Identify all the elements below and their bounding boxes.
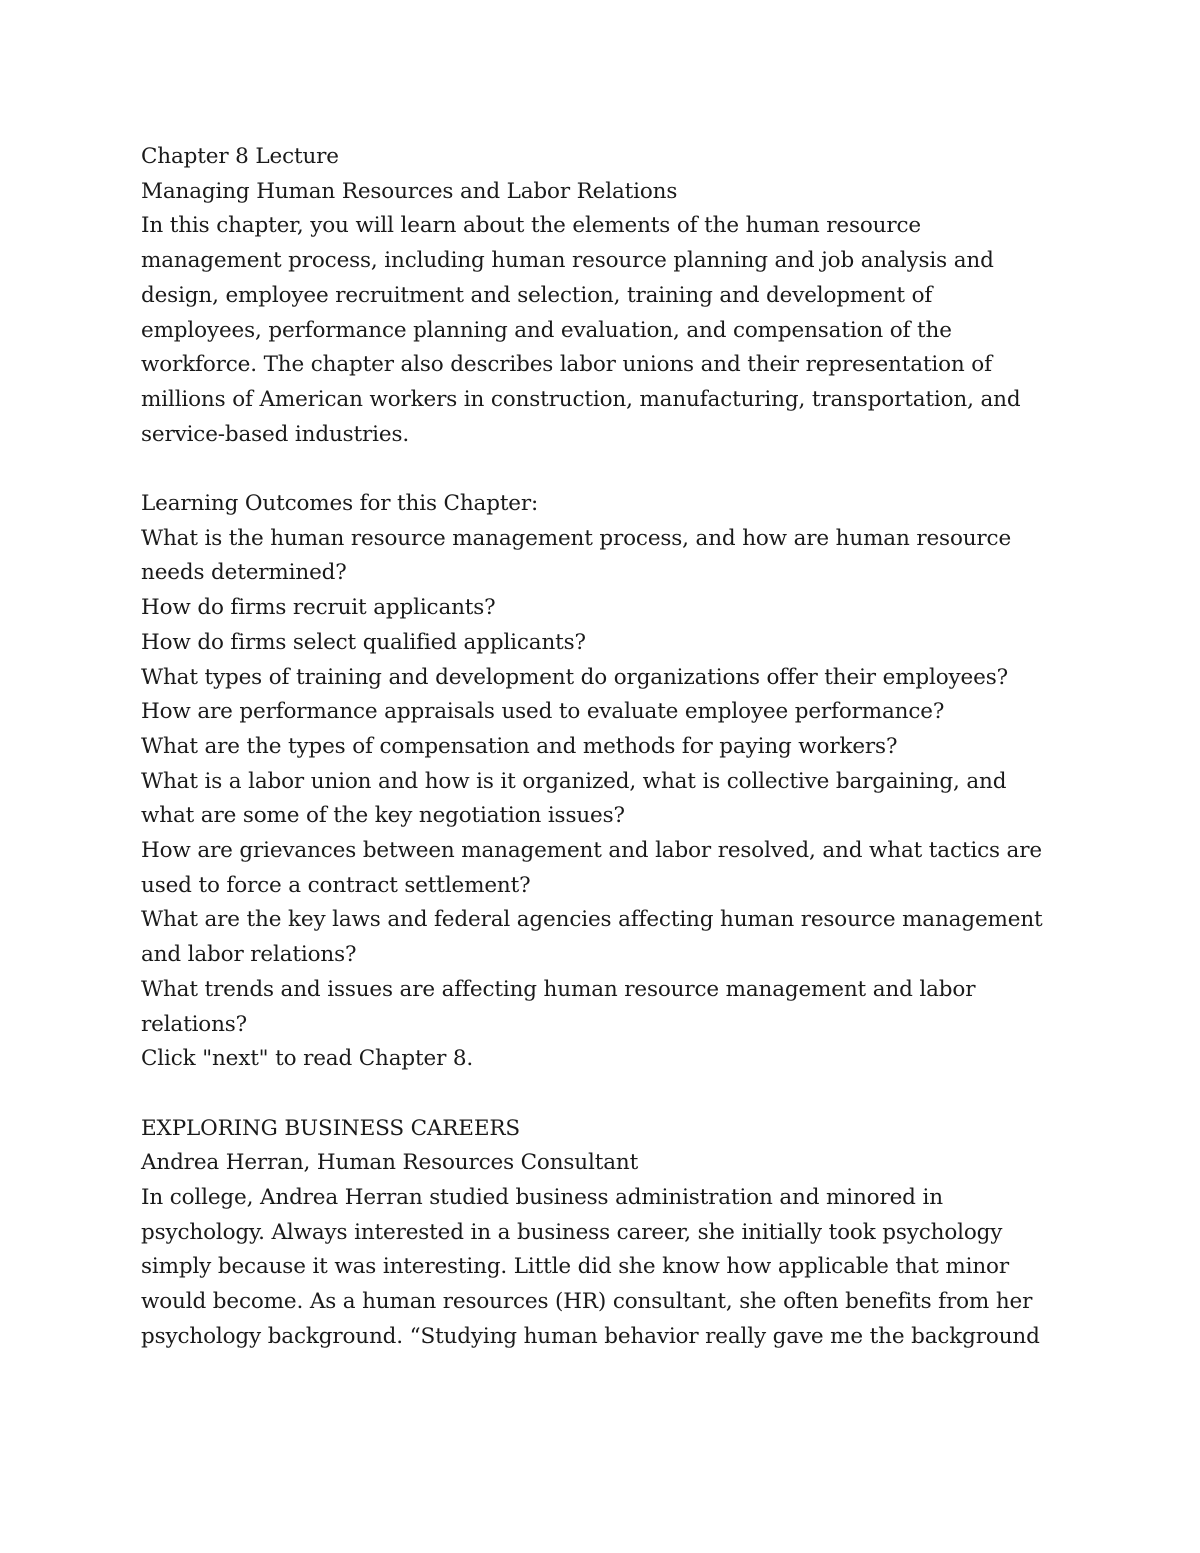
paragraph-spacer xyxy=(141,1077,1061,1112)
outcome-line: What is a labor union and how is it organized, what is collective bargaining, and xyxy=(141,768,1007,794)
outcome-line: How are grievances between management and labor resolved, and what tactics are xyxy=(141,838,1042,864)
outcome-line: What are the types of compensation and methods for paying workers? xyxy=(141,733,898,759)
intro-line: workforce. The chapter also describes labor unions and their representation of xyxy=(141,352,992,378)
outcome-line: How do firms recruit applicants? xyxy=(141,595,496,621)
outcome-line: What are the key laws and federal agencies affecting human resource management xyxy=(141,907,1043,933)
intro-paragraph xyxy=(141,209,1061,452)
intro-line: service-based industries. xyxy=(141,421,410,447)
intro-line: millions of American workers in construction, manufacturing, transportation, and xyxy=(141,386,1021,412)
careers-line: would become. As a human resources (HR) consultant, she often benefits from her xyxy=(141,1289,1033,1315)
careers-line: In college, Andrea Herran studied business administration and minored in xyxy=(141,1185,943,1211)
intro-line: management process, including human resource planning and job analysis and xyxy=(141,248,994,274)
chapter-title: Managing Human Resources and Labor Relations xyxy=(141,178,678,204)
outcome-line: How do firms select qualified applicants? xyxy=(141,629,586,655)
careers-subheading: Andrea Herran, Human Resources Consultant xyxy=(141,1150,639,1176)
outcome-line: and labor relations? xyxy=(141,942,357,968)
outcome-line: What types of training and development do organizations offer their employees? xyxy=(141,664,1008,690)
intro-line: In this chapter, you will learn about the elements of the human resource xyxy=(141,213,921,239)
intro-line: design, employee recruitment and selection, training and development of xyxy=(141,282,933,308)
next-instruction: Click "next" to read Chapter 8. xyxy=(141,1046,474,1072)
outcome-line: used to force a contract settlement? xyxy=(141,872,531,898)
careers-line: psychology. Always interested in a business career, she initially took psychology xyxy=(141,1219,1003,1245)
chapter-heading: Chapter 8 Lecture xyxy=(141,144,339,169)
outcome-line: what are some of the key negotiation issues? xyxy=(141,803,625,829)
document-page xyxy=(141,140,1061,1355)
outcome-line: needs determined? xyxy=(141,560,347,586)
careers-line: psychology background. “Studying human behavior really gave me the background xyxy=(141,1323,1040,1349)
outcome-line: What is the human resource management process, and how are human resource xyxy=(141,525,1012,551)
outcomes-list xyxy=(141,522,1061,1077)
outcome-line: What trends and issues are affecting human resource management and labor xyxy=(141,976,976,1002)
careers-paragraph xyxy=(141,1181,1061,1355)
outcome-line: relations? xyxy=(141,1011,248,1037)
intro-line: employees, performance planning and evaluation, and compensation of the xyxy=(141,317,952,343)
outcome-line: How are performance appraisals used to evaluate employee performance? xyxy=(141,699,945,725)
outcomes-heading: Learning Outcomes for this Chapter: xyxy=(141,491,539,517)
paragraph-spacer xyxy=(141,452,1061,487)
careers-heading: EXPLORING BUSINESS CAREERS xyxy=(141,1115,521,1141)
careers-line: simply because it was interesting. Little did she know how applicable that minor xyxy=(141,1254,1009,1280)
